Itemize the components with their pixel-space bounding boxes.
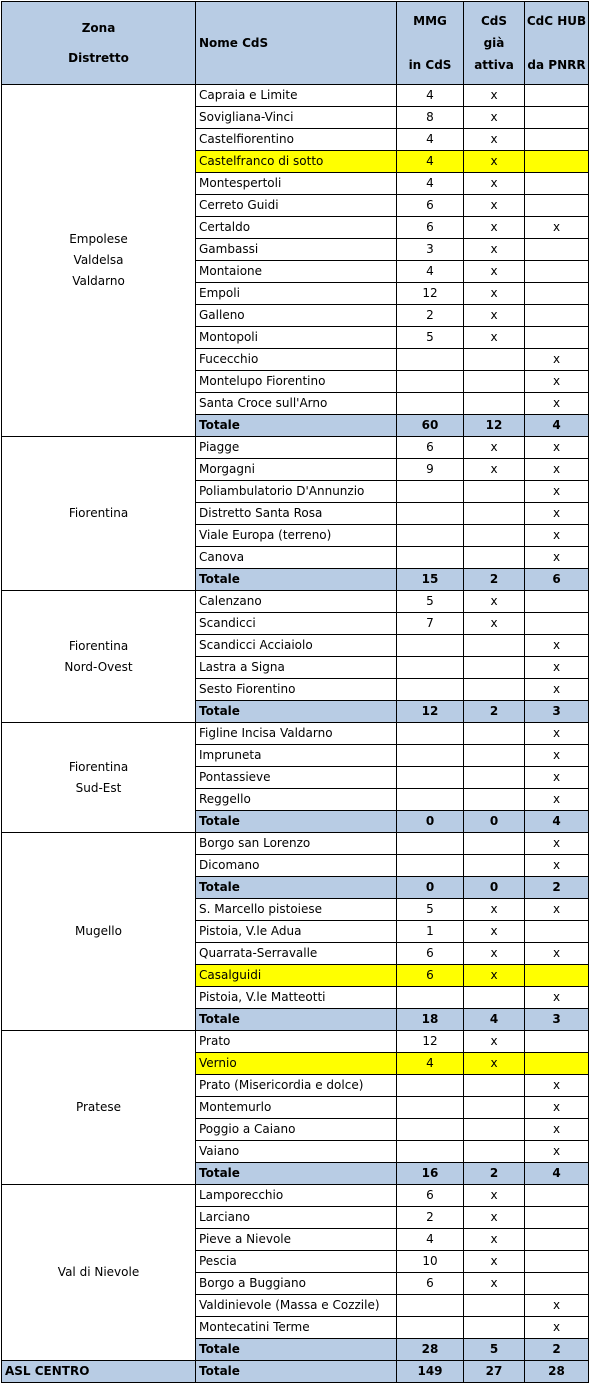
cds-attiva-value: 2 bbox=[464, 701, 525, 723]
cdc-hub-value: 2 bbox=[525, 1339, 589, 1361]
cdc-hub-value bbox=[525, 921, 589, 943]
mmg-value: 8 bbox=[397, 107, 464, 129]
mmg-value: 16 bbox=[397, 1163, 464, 1185]
mmg-value: 9 bbox=[397, 459, 464, 481]
cdc-hub-value bbox=[525, 151, 589, 173]
cdc-hub-value: x bbox=[525, 393, 589, 415]
cdc-hub-value: 6 bbox=[525, 569, 589, 591]
cds-name: Vaiano bbox=[196, 1141, 397, 1163]
cds-attiva-value: 0 bbox=[464, 811, 525, 833]
zone-name-line: Sud-Est bbox=[75, 780, 122, 795]
cds-name: Capraia e Limite bbox=[196, 85, 397, 107]
cdc-hub-value: x bbox=[525, 437, 589, 459]
cdc-hub-value bbox=[525, 591, 589, 613]
cdc-hub-value: x bbox=[525, 1119, 589, 1141]
cds-name: Fucecchio bbox=[196, 349, 397, 371]
cds-name: Sovigliana-Vinci bbox=[196, 107, 397, 129]
cdc-hub-value: x bbox=[525, 1097, 589, 1119]
zone-name-line: Fiorentina bbox=[68, 638, 129, 653]
cds-attiva-value: x bbox=[464, 85, 525, 107]
header-nome-cds: Nome CdS bbox=[196, 2, 397, 85]
grand-total-zone: ASL CENTRO bbox=[2, 1361, 196, 1383]
cds-name: Totale bbox=[196, 569, 397, 591]
cdc-hub-value bbox=[525, 173, 589, 195]
cdc-hub-value: x bbox=[525, 525, 589, 547]
cds-attiva-value bbox=[464, 503, 525, 525]
cds-attiva-value: 2 bbox=[464, 569, 525, 591]
mmg-value bbox=[397, 723, 464, 745]
cdc-hub-value: x bbox=[525, 657, 589, 679]
header-zona: Zona Distretto bbox=[2, 2, 196, 85]
cds-name: Figline Incisa Valdarno bbox=[196, 723, 397, 745]
mmg-value bbox=[397, 679, 464, 701]
cds-attiva-value bbox=[464, 349, 525, 371]
mmg-value: 12 bbox=[397, 1031, 464, 1053]
cds-name: Santa Croce sull'Arno bbox=[196, 393, 397, 415]
zone-cell bbox=[2, 1185, 196, 1361]
cds-attiva-value: x bbox=[464, 921, 525, 943]
cds-attiva-value: x bbox=[464, 943, 525, 965]
cds-attiva-value bbox=[464, 1119, 525, 1141]
cdc-hub-value: 3 bbox=[525, 1009, 589, 1031]
mmg-value: 4 bbox=[397, 85, 464, 107]
cds-name: Casalguidi bbox=[196, 965, 397, 987]
cdc-hub-value: x bbox=[525, 459, 589, 481]
cds-name: Sesto Fiorentino bbox=[196, 679, 397, 701]
cds-attiva-value bbox=[464, 1141, 525, 1163]
cdc-hub-value bbox=[525, 283, 589, 305]
header-row bbox=[2, 2, 589, 85]
mmg-value: 4 bbox=[397, 151, 464, 173]
table-row bbox=[2, 1185, 589, 1207]
cds-attiva-value: x bbox=[464, 129, 525, 151]
mmg-value bbox=[397, 349, 464, 371]
cdc-hub-value: x bbox=[525, 217, 589, 239]
grand-total-cds: 27 bbox=[464, 1361, 525, 1383]
cdc-hub-value: x bbox=[525, 767, 589, 789]
cds-name: Totale bbox=[196, 811, 397, 833]
mmg-value bbox=[397, 503, 464, 525]
cds-name: Totale bbox=[196, 415, 397, 437]
cds-name: Distretto Santa Rosa bbox=[196, 503, 397, 525]
cds-name: Montelupo Fiorentino bbox=[196, 371, 397, 393]
mmg-value: 15 bbox=[397, 569, 464, 591]
cds-name: Pontassieve bbox=[196, 767, 397, 789]
cds-name: Impruneta bbox=[196, 745, 397, 767]
table-row bbox=[2, 1031, 589, 1053]
mmg-value bbox=[397, 1317, 464, 1339]
cdc-hub-value bbox=[525, 613, 589, 635]
cds-name: Prato bbox=[196, 1031, 397, 1053]
cds-name: Totale bbox=[196, 1009, 397, 1031]
zone-cell bbox=[2, 833, 196, 1031]
cds-attiva-value: x bbox=[464, 173, 525, 195]
cds-name: Vernio bbox=[196, 1053, 397, 1075]
zone-name-line: Fiorentina bbox=[68, 759, 129, 774]
zone-name-line: Mugello bbox=[75, 924, 122, 938]
cdc-hub-value bbox=[525, 965, 589, 987]
mmg-value bbox=[397, 1097, 464, 1119]
cdc-hub-value: x bbox=[525, 745, 589, 767]
mmg-value: 2 bbox=[397, 305, 464, 327]
cdc-hub-value bbox=[525, 305, 589, 327]
cdc-hub-value bbox=[525, 1207, 589, 1229]
cdc-hub-value bbox=[525, 107, 589, 129]
zone-cell bbox=[2, 591, 196, 723]
cds-attiva-value: x bbox=[464, 591, 525, 613]
mmg-value: 6 bbox=[397, 217, 464, 239]
header-cds-attiva: CdS già attiva bbox=[464, 2, 525, 85]
cdc-hub-value bbox=[525, 1273, 589, 1295]
cds-attiva-value: x bbox=[464, 1207, 525, 1229]
cdc-hub-value: x bbox=[525, 371, 589, 393]
mmg-value bbox=[397, 547, 464, 569]
cds-attiva-value bbox=[464, 371, 525, 393]
cds-name: Pescia bbox=[196, 1251, 397, 1273]
cds-name: Poliambulatorio D'Annunzio bbox=[196, 481, 397, 503]
cds-attiva-value: x bbox=[464, 1053, 525, 1075]
cds-attiva-value bbox=[464, 657, 525, 679]
mmg-value bbox=[397, 525, 464, 547]
cds-name: Totale bbox=[196, 701, 397, 723]
cds-name: Pieve a Nievole bbox=[196, 1229, 397, 1251]
cds-attiva-value bbox=[464, 393, 525, 415]
cds-name: Montaione bbox=[196, 261, 397, 283]
mmg-value: 4 bbox=[397, 261, 464, 283]
cds-attiva-value: 12 bbox=[464, 415, 525, 437]
cds-name: Piagge bbox=[196, 437, 397, 459]
mmg-value: 1 bbox=[397, 921, 464, 943]
cdc-hub-value: x bbox=[525, 481, 589, 503]
mmg-value: 4 bbox=[397, 129, 464, 151]
grand-total-cdc: 28 bbox=[525, 1361, 589, 1383]
cds-attiva-value bbox=[464, 1295, 525, 1317]
cdc-hub-value: 4 bbox=[525, 811, 589, 833]
table-row bbox=[2, 723, 589, 745]
mmg-value bbox=[397, 1295, 464, 1317]
mmg-value: 60 bbox=[397, 415, 464, 437]
cdc-hub-value: x bbox=[525, 349, 589, 371]
cds-attiva-value bbox=[464, 481, 525, 503]
cdc-hub-value bbox=[525, 85, 589, 107]
mmg-value: 6 bbox=[397, 943, 464, 965]
mmg-value: 12 bbox=[397, 701, 464, 723]
cdc-hub-value: x bbox=[525, 635, 589, 657]
cdc-hub-value: x bbox=[525, 899, 589, 921]
cds-attiva-value: x bbox=[464, 1031, 525, 1053]
cds-attiva-value: x bbox=[464, 151, 525, 173]
mmg-value: 6 bbox=[397, 195, 464, 217]
cdc-hub-value: x bbox=[525, 943, 589, 965]
mmg-value bbox=[397, 833, 464, 855]
mmg-value bbox=[397, 987, 464, 1009]
cdc-hub-value: x bbox=[525, 1317, 589, 1339]
mmg-value bbox=[397, 635, 464, 657]
cds-name: Castelfiorentino bbox=[196, 129, 397, 151]
mmg-value: 6 bbox=[397, 965, 464, 987]
table-row bbox=[2, 833, 589, 855]
mmg-value bbox=[397, 767, 464, 789]
cdc-hub-value bbox=[525, 327, 589, 349]
cds-name: Lamporecchio bbox=[196, 1185, 397, 1207]
cds-attiva-value: 0 bbox=[464, 877, 525, 899]
cds-attiva-value bbox=[464, 525, 525, 547]
zone-cell bbox=[2, 85, 196, 437]
cds-attiva-value: x bbox=[464, 283, 525, 305]
cdc-hub-value: x bbox=[525, 1141, 589, 1163]
cds-attiva-value bbox=[464, 789, 525, 811]
cdc-hub-value: x bbox=[525, 547, 589, 569]
cdc-hub-value bbox=[525, 1229, 589, 1251]
table-body bbox=[2, 85, 589, 1383]
cdc-hub-value: x bbox=[525, 987, 589, 1009]
cdc-hub-value: 4 bbox=[525, 1163, 589, 1185]
zone-cell bbox=[2, 723, 196, 833]
mmg-value: 6 bbox=[397, 1185, 464, 1207]
cds-name: Scandicci bbox=[196, 613, 397, 635]
cdc-hub-value bbox=[525, 1251, 589, 1273]
cdc-hub-value bbox=[525, 239, 589, 261]
cdc-hub-value bbox=[525, 1185, 589, 1207]
cds-attiva-value bbox=[464, 1317, 525, 1339]
mmg-value: 4 bbox=[397, 173, 464, 195]
cds-attiva-value: x bbox=[464, 437, 525, 459]
cdc-hub-value: x bbox=[525, 833, 589, 855]
cds-name: Empoli bbox=[196, 283, 397, 305]
cds-attiva-value: x bbox=[464, 1251, 525, 1273]
cds-name: Scandicci Acciaiolo bbox=[196, 635, 397, 657]
mmg-value: 4 bbox=[397, 1053, 464, 1075]
cds-name: Borgo a Buggiano bbox=[196, 1273, 397, 1295]
zone-name-line: Fiorentina bbox=[68, 506, 129, 520]
cds-attiva-value bbox=[464, 679, 525, 701]
mmg-value bbox=[397, 789, 464, 811]
header-cdc-hub: CdC HUB da PNRR bbox=[525, 2, 589, 85]
cdc-hub-value: x bbox=[525, 789, 589, 811]
cds-name: Morgagni bbox=[196, 459, 397, 481]
cds-name: Prato (Misericordia e dolce) bbox=[196, 1075, 397, 1097]
cdc-hub-value: 2 bbox=[525, 877, 589, 899]
cds-attiva-value bbox=[464, 855, 525, 877]
mmg-value bbox=[397, 1075, 464, 1097]
cds-attiva-value: x bbox=[464, 899, 525, 921]
cdc-hub-value bbox=[525, 1053, 589, 1075]
cds-name: Totale bbox=[196, 1163, 397, 1185]
header-mmg: MMG in CdS bbox=[397, 2, 464, 85]
cds-attiva-value bbox=[464, 745, 525, 767]
cdc-hub-value: x bbox=[525, 723, 589, 745]
cds-name: Borgo san Lorenzo bbox=[196, 833, 397, 855]
zone-cell bbox=[2, 1031, 196, 1185]
cds-attiva-value: x bbox=[464, 327, 525, 349]
cdc-hub-value: 4 bbox=[525, 415, 589, 437]
cds-name: Montecatini Terme bbox=[196, 1317, 397, 1339]
zone-name-line: Valdelsa bbox=[73, 253, 124, 267]
zone-name-line: Pratese bbox=[75, 1100, 122, 1114]
mmg-value: 3 bbox=[397, 239, 464, 261]
cds-name: Viale Europa (terreno) bbox=[196, 525, 397, 547]
cds-attiva-value: x bbox=[464, 613, 525, 635]
cds-name: Valdinievole (Massa e Cozzile) bbox=[196, 1295, 397, 1317]
cds-attiva-value bbox=[464, 1075, 525, 1097]
cds-name: Montopoli bbox=[196, 327, 397, 349]
cds-name: Canova bbox=[196, 547, 397, 569]
cds-name: Larciano bbox=[196, 1207, 397, 1229]
mmg-value bbox=[397, 1141, 464, 1163]
mmg-value: 7 bbox=[397, 613, 464, 635]
cds-attiva-value bbox=[464, 723, 525, 745]
mmg-value: 18 bbox=[397, 1009, 464, 1031]
cds-attiva-value: x bbox=[464, 239, 525, 261]
cds-name: Cerreto Guidi bbox=[196, 195, 397, 217]
cds-attiva-value: x bbox=[464, 1273, 525, 1295]
cds-attiva-value bbox=[464, 833, 525, 855]
cds-name: Totale bbox=[196, 1339, 397, 1361]
table-row bbox=[2, 437, 589, 459]
mmg-value: 12 bbox=[397, 283, 464, 305]
mmg-value bbox=[397, 1119, 464, 1141]
cds-attiva-value: x bbox=[464, 1185, 525, 1207]
cds-attiva-value bbox=[464, 1097, 525, 1119]
mmg-value: 28 bbox=[397, 1339, 464, 1361]
mmg-value bbox=[397, 393, 464, 415]
cds-attiva-value bbox=[464, 635, 525, 657]
mmg-value: 10 bbox=[397, 1251, 464, 1273]
mmg-value bbox=[397, 855, 464, 877]
cds-name: Totale bbox=[196, 877, 397, 899]
cdc-hub-value bbox=[525, 261, 589, 283]
grand-total-mmg: 149 bbox=[397, 1361, 464, 1383]
zone-name-line: Empolese bbox=[69, 232, 128, 246]
table-row bbox=[2, 591, 589, 613]
cds-name: Lastra a Signa bbox=[196, 657, 397, 679]
mmg-value bbox=[397, 657, 464, 679]
grand-total-row bbox=[2, 1361, 589, 1383]
cds-name: Castelfranco di sotto bbox=[196, 151, 397, 173]
cds-attiva-value: 2 bbox=[464, 1163, 525, 1185]
table-row bbox=[2, 85, 589, 107]
cds-name: S. Marcello pistoiese bbox=[196, 899, 397, 921]
cds-name: Reggello bbox=[196, 789, 397, 811]
mmg-value: 5 bbox=[397, 591, 464, 613]
cdc-hub-value: x bbox=[525, 1075, 589, 1097]
cds-attiva-value: x bbox=[464, 261, 525, 283]
cdc-hub-value: x bbox=[525, 1295, 589, 1317]
zone-name-line: Valdarno bbox=[72, 274, 125, 288]
cds-attiva-value: x bbox=[464, 305, 525, 327]
mmg-value: 0 bbox=[397, 811, 464, 833]
cds-name: Quarrata-Serravalle bbox=[196, 943, 397, 965]
cds-attiva-value: x bbox=[464, 195, 525, 217]
cds-attiva-value: x bbox=[464, 217, 525, 239]
cds-name: Galleno bbox=[196, 305, 397, 327]
mmg-value: 6 bbox=[397, 1273, 464, 1295]
cdc-hub-value: 3 bbox=[525, 701, 589, 723]
cds-name: Pistoia, V.le Adua bbox=[196, 921, 397, 943]
mmg-value bbox=[397, 371, 464, 393]
cds-name: Calenzano bbox=[196, 591, 397, 613]
cds-attiva-value: x bbox=[464, 1229, 525, 1251]
cds-attiva-value: x bbox=[464, 965, 525, 987]
mmg-value: 0 bbox=[397, 877, 464, 899]
cds-name: Montespertoli bbox=[196, 173, 397, 195]
cdc-hub-value bbox=[525, 195, 589, 217]
cds-name: Certaldo bbox=[196, 217, 397, 239]
cdc-hub-value bbox=[525, 1031, 589, 1053]
cds-attiva-value: 4 bbox=[464, 1009, 525, 1031]
mmg-value: 4 bbox=[397, 1229, 464, 1251]
cds-name: Pistoia, V.le Matteotti bbox=[196, 987, 397, 1009]
cds-table bbox=[1, 1, 589, 1383]
mmg-value: 6 bbox=[397, 437, 464, 459]
zone-cell bbox=[2, 437, 196, 591]
mmg-value: 5 bbox=[397, 327, 464, 349]
cdc-hub-value bbox=[525, 129, 589, 151]
mmg-value bbox=[397, 745, 464, 767]
cds-name: Poggio a Caiano bbox=[196, 1119, 397, 1141]
zone-name-line: Val di Nievole bbox=[57, 1265, 140, 1279]
cds-attiva-value bbox=[464, 547, 525, 569]
zone-name-line: Nord-Ovest bbox=[64, 659, 133, 674]
mmg-value: 2 bbox=[397, 1207, 464, 1229]
cds-attiva-value: x bbox=[464, 459, 525, 481]
mmg-value bbox=[397, 481, 464, 503]
cds-attiva-value: x bbox=[464, 107, 525, 129]
cds-name: Dicomano bbox=[196, 855, 397, 877]
grand-total-label: Totale bbox=[196, 1361, 397, 1383]
cdc-hub-value: x bbox=[525, 503, 589, 525]
cds-attiva-value: 5 bbox=[464, 1339, 525, 1361]
cdc-hub-value: x bbox=[525, 855, 589, 877]
cds-attiva-value bbox=[464, 987, 525, 1009]
cdc-hub-value: x bbox=[525, 679, 589, 701]
mmg-value: 5 bbox=[397, 899, 464, 921]
cds-name: Gambassi bbox=[196, 239, 397, 261]
cds-attiva-value bbox=[464, 767, 525, 789]
cds-name: Montemurlo bbox=[196, 1097, 397, 1119]
